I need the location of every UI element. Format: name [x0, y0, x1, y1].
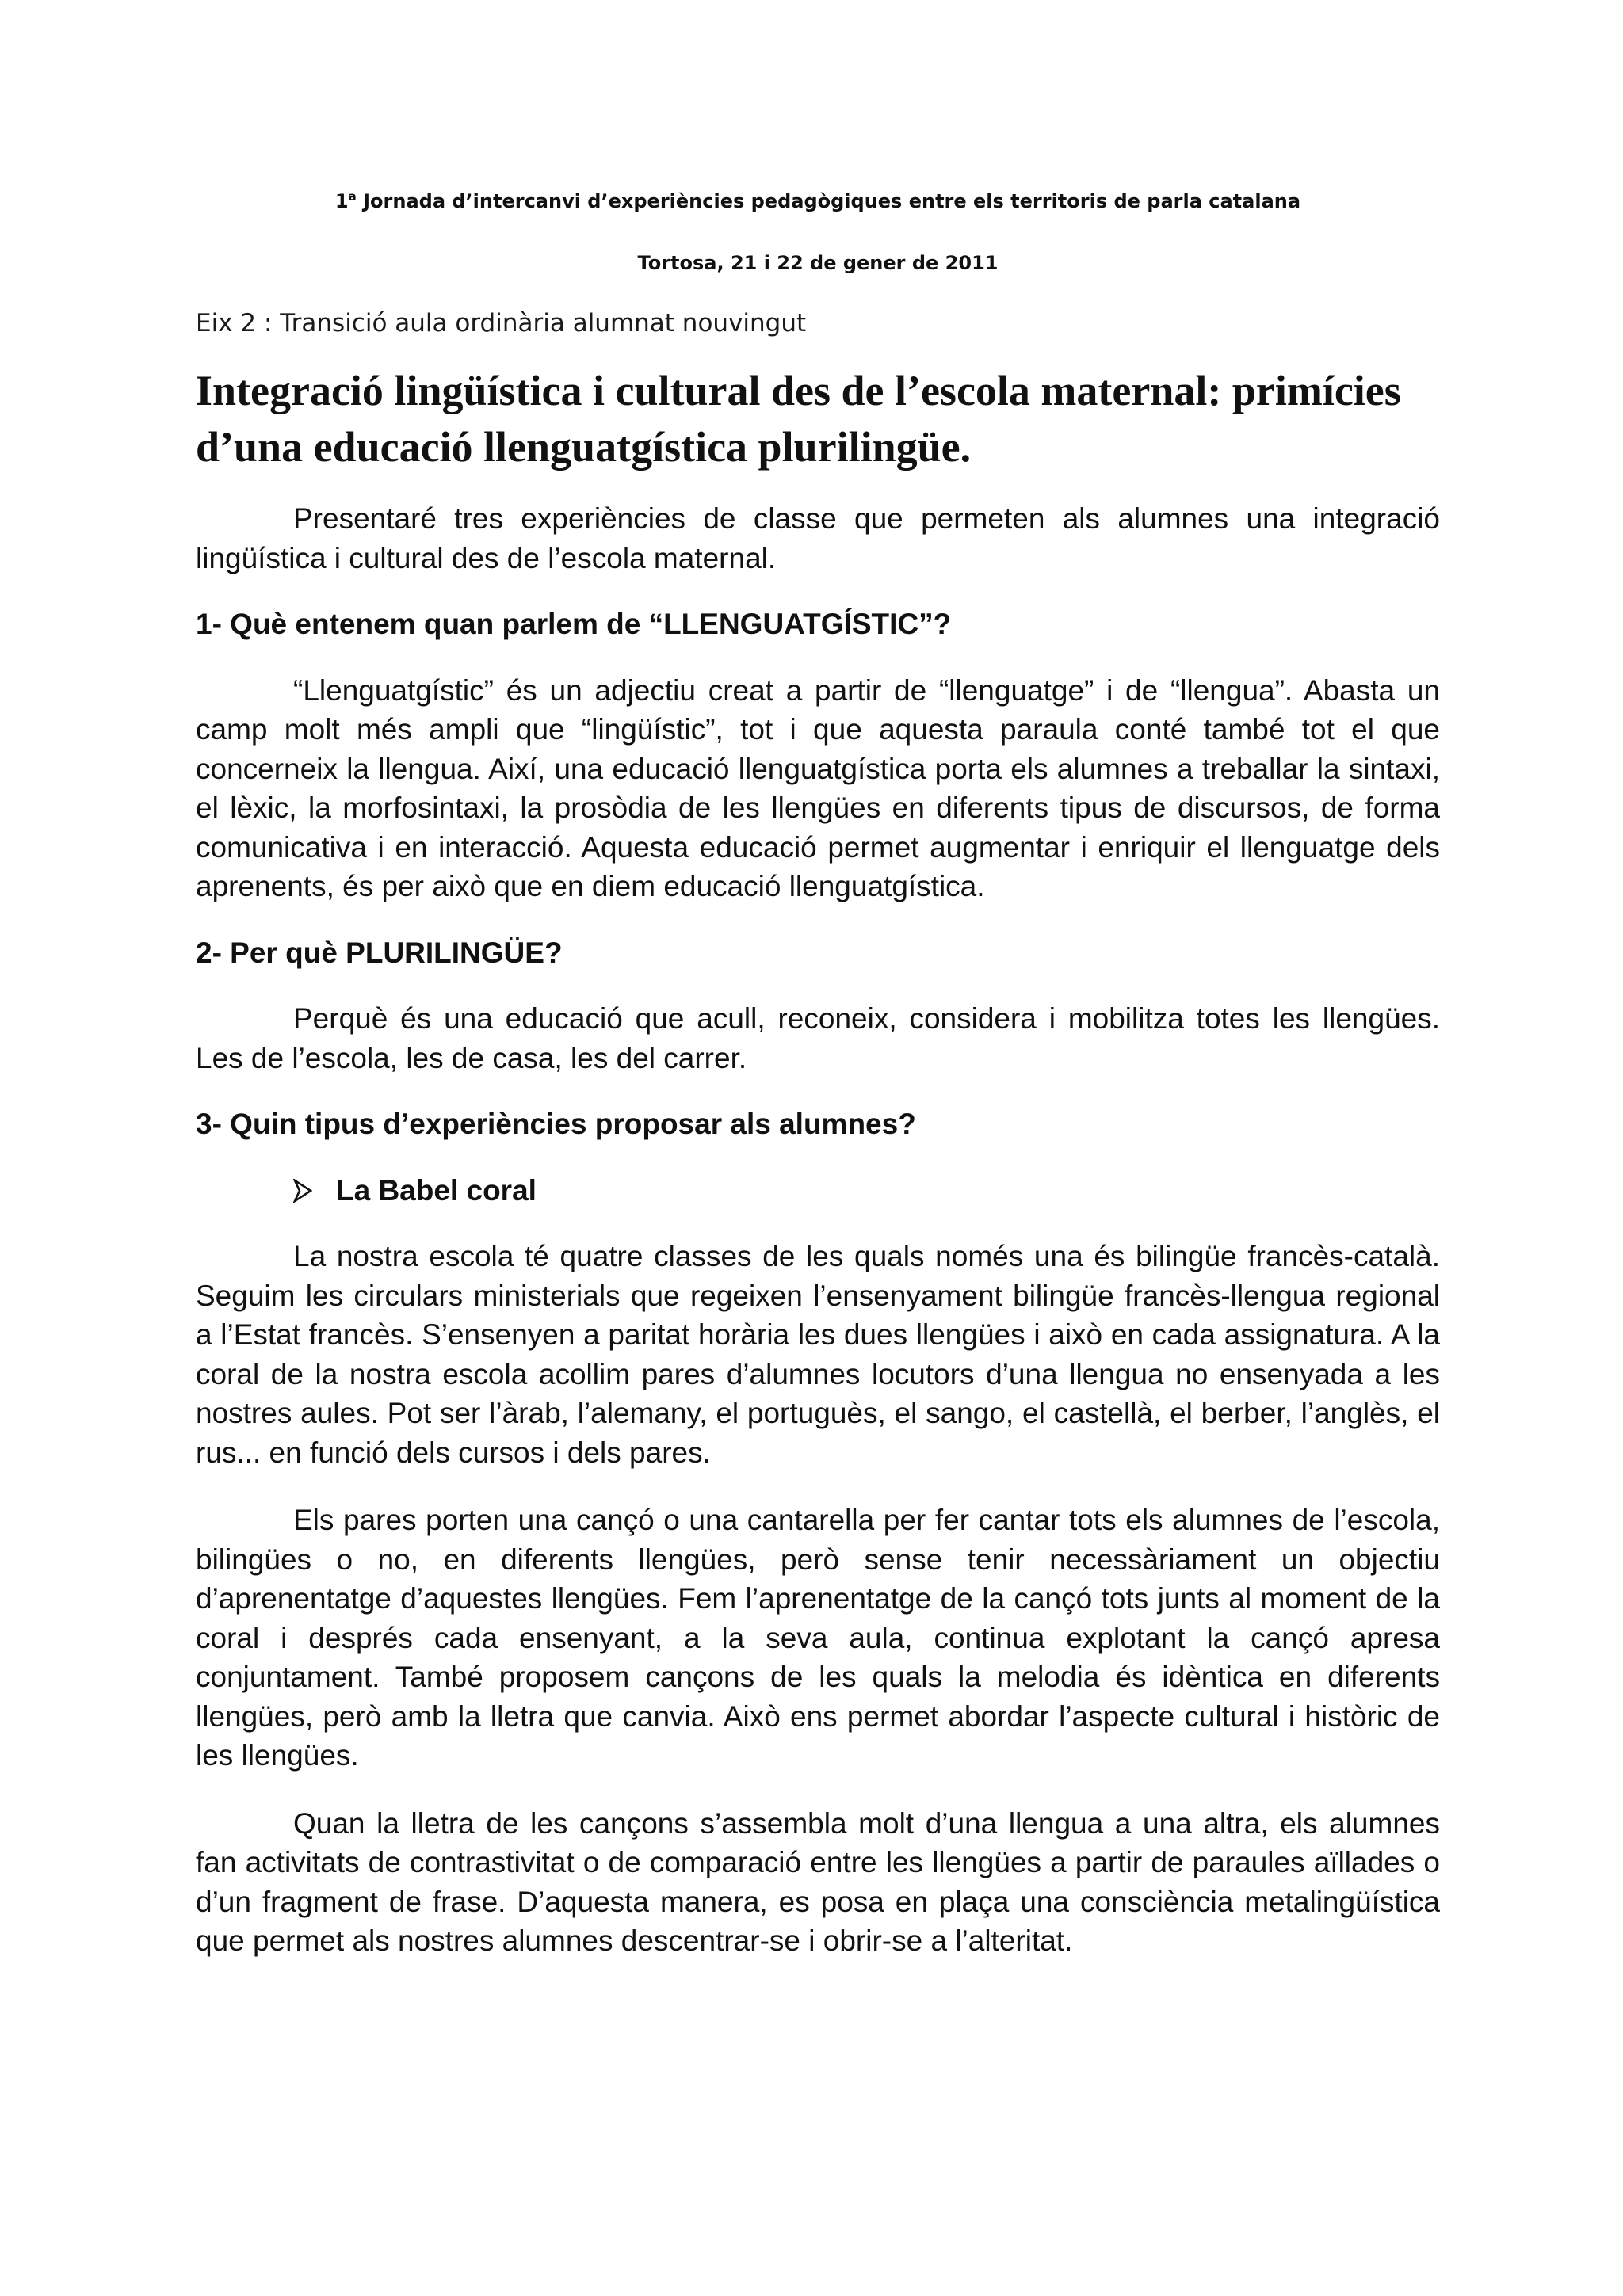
section-heading-3: 3- Quin tipus d’experiències proposar als alumnes?	[196, 1108, 916, 1140]
section-heading-1: 1- Què entenem quan parlem de “LLENGUATGÍSTIC”?	[196, 608, 952, 640]
bullet-item	[293, 1171, 1440, 1211]
section-paragraph-3b: Els pares porten una cançó o una cantarella per fer cantar tots els alumnes de l’escola, bilingües o no, en diferents llengües, però sense tenir necessàriament un objectiu d’aprenentatge d’aquestes llengües. Fem l’aprenentatge de la cançó tots junts al moment de la coral i després cada ensenyant, a la seva aula, continua explotant la cançó apresa conjuntament. També proposem cançons de les quals la melodia és idèntica en diferents llengües, però amb la lletra que canvia. Això ens permet abordar l’aspecte cultural i històric de les llengües.	[196, 1504, 1440, 1772]
event-title-text: Jornada d’intercanvi d’experiències pedagògiques entre els territoris de parla catalana	[356, 190, 1301, 212]
axis-line: Eix 2 : Transició aula ordinària alumnat nouvingut	[196, 309, 807, 338]
event-superscript: a	[348, 189, 357, 204]
arrowhead-bullet-icon	[293, 1173, 312, 1197]
document-title: Integració lingüística i cultural des de l’escola maternal: primícies d’una educació llenguatgística plurilingüe.	[196, 367, 1401, 471]
section-paragraph-3a: La nostra escola té quatre classes de les quals només una és bilingüe francès-català. Seguim les circulars ministerials que regeixen l’ensenyament bilingüe francès-llengua regional a l’Estat francès. S’ensenyen a paritat horària les dues llengües i això en cada assignatura. A la coral de la nostra escola acollim pares d’alumnes locutors d’una llengua no ensenyada a les nostres aules. Pot ser l’àrab, l’alemany, el portuguès, el sango, el castellà, el berber, l’anglès, el rus... en funció dels cursos i dels pares.	[196, 1240, 1440, 1469]
intro-paragraph: Presentaré tres experiències de classe que permeten als alumnes una integració lingüística i cultural des de l’escola maternal.	[196, 502, 1440, 574]
page-content	[196, 189, 1440, 1961]
bullet-label: La Babel coral	[336, 1173, 537, 1207]
section-paragraph-3c: Quan la lletra de les cançons s’assembla molt d’una llengua a una altra, els alumnes fan activitats de contrastivitat o de comparació entre les llengües a partir de paraules aïllades o d’un fragment de frase. D’aquesta manera, es posa en plaça una consciència metalingüística que permet als nostres alumnes descentrar-se i obrir-se a l’alteritat.	[196, 1806, 1440, 1957]
event-title	[196, 189, 1440, 214]
section-heading-2: 2- Per què PLURILINGÜE?	[196, 936, 563, 969]
section-paragraph-1: “Llenguatgístic” és un adjectiu creat a partir de “llenguatge” i de “llengua”. Abasta un camp molt més ampli que “lingüístic”, tot i que aquesta paraula conté també tot el que concerneix la llengua. Així, una educació llenguatgística porta els alumnes a treballar la sintaxi, el lèxic, la morfosintaxi, la prosòdia de les llengües en diferents tipus de discursos, de forma comunicativa i en interacció. Aquesta educació permet augmentar i enriquir el llenguatge dels aprenents, és per això que en diem educació llenguatgística.	[196, 673, 1440, 902]
event-date: Tortosa, 21 i 22 de gener de 2011	[637, 252, 999, 274]
section-paragraph-2: Perquè és una educació que acull, reconeix, considera i mobilitza totes les llengües. Les de l’escola, les de casa, les del carrer.	[196, 1002, 1440, 1074]
event-number: 1	[334, 190, 349, 212]
